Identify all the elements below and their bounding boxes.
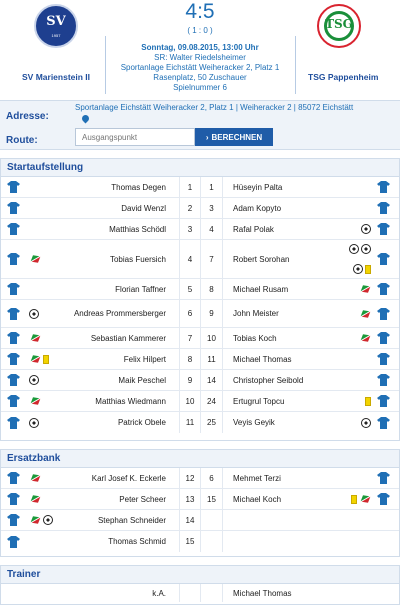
away-shirt-icon	[377, 374, 390, 386]
home-shirt-number: 4	[179, 240, 201, 278]
match-info	[0, 43, 400, 93]
away-events	[341, 370, 371, 390]
away-events	[341, 531, 371, 552]
home-shirt-icon	[7, 332, 20, 344]
home-crest-year: 1957	[51, 33, 61, 38]
away-events	[341, 510, 371, 530]
away-player-name[interactable]: Veyis Geyik	[233, 418, 275, 427]
away-shirt-number: 1	[201, 177, 223, 197]
substitution-icon	[29, 355, 41, 363]
player-row	[1, 240, 399, 279]
away-shirt-number: 7	[201, 240, 223, 278]
player-row	[1, 177, 399, 198]
away-player-name[interactable]: Michael Rusam	[233, 284, 289, 294]
home-shirt-number: 15	[179, 531, 201, 552]
home-shirt-icon	[7, 417, 20, 429]
yellow-card-icon	[351, 495, 357, 504]
venue: Sportanlage Eichstätt Weiheracker 2, Platz 1	[120, 63, 280, 72]
player-row	[1, 468, 399, 489]
final-score: 4:5	[185, 0, 215, 23]
away-shirt-icon	[377, 493, 390, 505]
away-events	[341, 468, 371, 488]
away-shirt-icon	[377, 283, 390, 295]
home-player-name[interactable]: Matthias Schödl	[109, 224, 166, 234]
goal-icon	[361, 224, 371, 234]
away-shirt-icon	[377, 332, 390, 344]
substitution-icon	[359, 495, 371, 503]
away-player-name[interactable]: Michael Thomas	[233, 354, 292, 364]
home-shirt-icon	[7, 253, 20, 265]
away-player-name[interactable]: John Meister	[233, 309, 279, 318]
lineup-title: Startaufstellung	[1, 159, 399, 177]
goal-icon	[29, 418, 39, 428]
home-shirt-icon	[7, 283, 20, 295]
bench-title: Ersatzbank	[1, 450, 399, 468]
away-player-name[interactable]	[233, 531, 358, 552]
substitution-icon	[29, 334, 41, 342]
goal-icon	[361, 418, 371, 428]
away-player-name[interactable]: Mehmet Terzi	[233, 473, 281, 483]
goal-icon	[29, 309, 39, 319]
chevron-right-icon: ›	[205, 132, 209, 142]
home-coach: k.A.	[152, 588, 166, 598]
route-label: Route:	[6, 135, 38, 146]
home-shirt-icon	[7, 202, 20, 214]
match-number: Spielnummer 6	[173, 83, 227, 92]
player-row	[1, 349, 399, 370]
substitution-icon	[29, 474, 41, 482]
home-shirt-icon	[7, 353, 20, 365]
home-player-name[interactable]: Andreas Prommersberger	[73, 309, 166, 318]
home-player-name[interactable]: Stephan Schneider	[97, 515, 166, 525]
away-shirt-icon	[377, 223, 390, 235]
player-row	[1, 391, 399, 412]
player-row	[1, 412, 399, 433]
home-shirt-icon	[7, 308, 20, 320]
away-events	[341, 177, 371, 197]
away-player-name[interactable]: Michael Koch	[233, 494, 282, 504]
coach-section	[0, 565, 400, 605]
home-shirt-number: 1	[179, 177, 201, 197]
away-shirt-number: 15	[201, 489, 223, 509]
home-shirt-icon	[7, 472, 20, 484]
substitution-icon	[359, 310, 371, 318]
away-shirt-number: 10	[201, 328, 223, 348]
lineup-rows	[1, 177, 399, 433]
home-player-name[interactable]: Florian Taffner	[115, 284, 166, 294]
home-player-name[interactable]: Maik Peschel	[118, 375, 166, 385]
away-events	[341, 391, 371, 411]
home-shirt-number: 10	[179, 391, 201, 411]
player-row	[1, 219, 399, 240]
home-shirt-number: 11	[179, 412, 201, 433]
away-shirt-number	[201, 531, 223, 552]
player-row	[1, 370, 399, 391]
away-events	[341, 300, 371, 327]
away-events	[341, 349, 371, 369]
away-shirt-number: 3	[201, 198, 223, 218]
away-player-name[interactable]: Ertugrul Topcu	[233, 396, 285, 406]
home-shirt-number: 6	[179, 300, 201, 327]
away-events	[341, 489, 371, 509]
coach-row	[1, 584, 399, 602]
halftime-score: ( 1 : 0 )	[187, 26, 213, 35]
home-shirt-icon	[7, 374, 20, 386]
away-crest-letters: TSG	[325, 17, 353, 31]
away-shirt-number: 6	[201, 468, 223, 488]
away-team-name[interactable]: TSG Pappenheim	[308, 72, 379, 82]
match-date: Sonntag, 09.08.2015, 13:00 Uhr	[141, 43, 259, 52]
substitution-icon	[29, 255, 41, 263]
home-player-name[interactable]: Peter Scheer	[119, 494, 166, 504]
away-shirt-number: 14	[201, 370, 223, 390]
away-shirt-icon	[377, 253, 390, 265]
home-player-name[interactable]: Tobias Fuersich	[109, 254, 166, 264]
away-events	[341, 198, 371, 218]
bench-section	[0, 449, 400, 557]
player-row	[1, 198, 399, 219]
home-shirt-number: 5	[179, 279, 201, 299]
home-shirt-icon	[7, 395, 20, 407]
away-shirt-icon	[377, 353, 390, 365]
away-player-name[interactable]: Hüseyin Palta	[233, 182, 283, 192]
away-player-name[interactable]: Christopher Seibold	[233, 375, 304, 385]
away-player-name[interactable]	[233, 510, 358, 530]
home-player-name[interactable]: Thomas Degen	[111, 182, 166, 192]
home-shirt-number: 9	[179, 370, 201, 390]
home-shirt-number: 7	[179, 328, 201, 348]
away-events	[341, 279, 371, 299]
away-shirt-icon	[377, 472, 390, 484]
yellow-card-icon	[365, 265, 371, 274]
substitution-icon	[29, 516, 41, 524]
substitution-icon	[29, 495, 41, 503]
away-shirt-number: 24	[201, 391, 223, 411]
home-player-name[interactable]: Felix Hilpert	[123, 354, 166, 364]
address-value[interactable]: Sportanlage Eichstätt Weiheracker 2, Platz 1 | Weiheracker 2 | 85072 Eichstätt	[75, 103, 354, 112]
substitution-icon	[29, 397, 41, 405]
home-player-name[interactable]: Sebastian Kammerer	[90, 333, 166, 343]
away-events	[341, 219, 371, 239]
goal-icon	[361, 244, 371, 254]
away-shirt-number	[201, 510, 223, 530]
coach-title: Trainer	[1, 566, 399, 584]
surface-spectators: Rasenplatz, 50 Zuschauer	[153, 73, 247, 82]
player-row	[1, 510, 399, 531]
away-shirt-icon	[377, 395, 390, 407]
away-player-name[interactable]: Tobias Koch	[233, 333, 277, 343]
goal-icon	[349, 244, 359, 254]
away-shirt-number: 25	[201, 412, 223, 433]
coach-spacer	[201, 584, 223, 602]
referee: SR: Walter Riedelsheimer	[154, 53, 246, 62]
away-shirt-number: 9	[201, 300, 223, 327]
match-header	[0, 0, 400, 100]
goal-icon	[29, 375, 39, 385]
home-shirt-number: 2	[179, 198, 201, 218]
calculate-route-label: BERECHNEN	[211, 132, 263, 142]
away-shirt-number: 4	[201, 219, 223, 239]
route-start-input[interactable]	[75, 128, 195, 146]
home-shirt-icon	[7, 514, 20, 526]
away-player-name[interactable]: Rafal Polak	[233, 224, 274, 234]
away-coach: Michael Thomas	[233, 588, 292, 598]
home-shirt-number: 8	[179, 349, 201, 369]
away-shirt-icon	[377, 417, 390, 429]
coach-spacer	[179, 584, 201, 602]
home-crest-letters: SV	[46, 14, 66, 29]
home-shirt-number: 13	[179, 489, 201, 509]
player-row	[1, 531, 399, 552]
home-shirt-number: 14	[179, 510, 201, 530]
away-shirt-icon	[377, 308, 390, 320]
player-row	[1, 489, 399, 510]
home-team-name[interactable]: SV Marienstein II	[22, 72, 91, 82]
bench-rows	[1, 468, 399, 552]
away-shirt-icon	[377, 181, 390, 193]
player-row	[1, 279, 399, 300]
away-player-name[interactable]: Adam Kopyto	[233, 203, 282, 213]
away-player-name[interactable]: Robert Sorohan	[233, 254, 290, 264]
address-label: Adresse:	[6, 111, 49, 122]
calculate-route-button[interactable]	[195, 128, 273, 146]
goal-icon	[353, 264, 363, 274]
player-row	[1, 328, 399, 349]
substitution-icon	[359, 334, 371, 342]
away-shirt-icon	[377, 202, 390, 214]
player-row	[1, 300, 399, 328]
home-shirt-number: 3	[179, 219, 201, 239]
away-events	[341, 412, 371, 433]
home-player-name[interactable]: David Wenzl	[121, 203, 166, 213]
home-player-name[interactable]: Thomas Schmid	[108, 537, 166, 546]
home-shirt-icon	[7, 181, 20, 193]
lineup-section	[0, 158, 400, 441]
away-events	[341, 240, 371, 278]
home-player-name[interactable]: Patrick Obele	[117, 418, 166, 427]
yellow-card-icon	[365, 397, 371, 406]
map-pin-icon[interactable]	[81, 114, 91, 124]
away-events	[341, 328, 371, 348]
home-shirt-number: 12	[179, 468, 201, 488]
home-shirt-icon	[7, 493, 20, 505]
home-player-name[interactable]: Karl Josef K. Eckerle	[91, 473, 166, 483]
substitution-icon	[359, 285, 371, 293]
away-shirt-number: 8	[201, 279, 223, 299]
home-player-name[interactable]: Matthias Wiedmann	[95, 396, 166, 406]
home-shirt-icon	[7, 223, 20, 235]
home-shirt-icon	[7, 536, 20, 548]
away-shirt-number: 11	[201, 349, 223, 369]
